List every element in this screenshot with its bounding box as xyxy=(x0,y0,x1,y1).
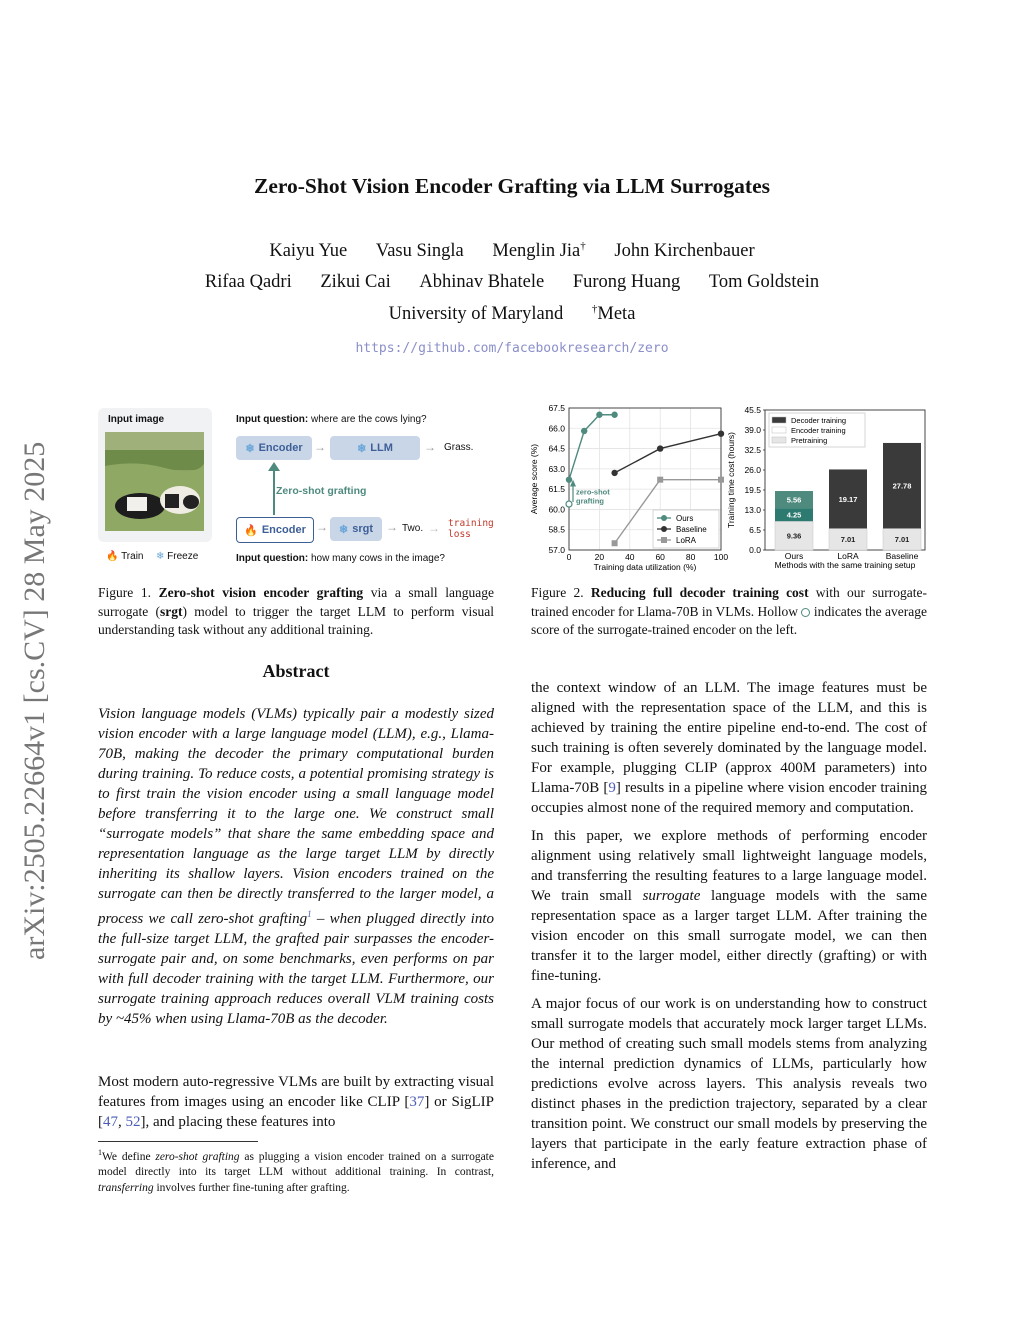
legend-label: Ours xyxy=(676,514,694,523)
fire-icon: 🔥 xyxy=(244,524,258,537)
input-image-label: Input image xyxy=(108,414,165,425)
author: Zikui Cai xyxy=(320,272,391,292)
y-tick-label: 66.0 xyxy=(548,423,565,434)
x-tick-label: 40 xyxy=(625,552,635,562)
legend-marker xyxy=(661,526,667,532)
data-point xyxy=(657,445,663,451)
y-tick-label: 6.5 xyxy=(749,525,761,535)
bar-chart xyxy=(726,405,925,570)
legend-marker xyxy=(661,537,667,543)
arrow-icon: → xyxy=(424,440,436,454)
x-tick-label: 20 xyxy=(594,552,605,562)
legend-label: LoRA xyxy=(676,536,697,545)
bar-data-label: 27.78 xyxy=(892,481,912,491)
figure-1 xyxy=(98,408,498,578)
encoder-frozen-box: ❄ Encoder xyxy=(236,436,312,460)
x-axis-label: Training data utilization (%) xyxy=(593,562,697,572)
citation-link[interactable]: 37 xyxy=(409,1094,425,1110)
legend-freeze: ❄ Freeze xyxy=(156,551,199,562)
affiliation: University of Maryland xyxy=(388,304,564,325)
authors-line-1 xyxy=(0,240,1024,262)
legend-label: Baseline xyxy=(676,525,707,534)
bar-data-label: 4.25 xyxy=(786,510,802,520)
paragraph: the context window of an LLM. The image features must be aligned with the representation space of the LLM, and this is achieved by training the entire pipeline end-to-end. The cost of such training is often severely dominated by the language model. For example, plugging CLIP (approx 400M parameters) into Llama-70B [9] results in a pipeline where vision encoder training occupies almost none of the required memory and computation. xyxy=(531,680,927,816)
author: Kaiyu Yue xyxy=(269,241,348,262)
intro-right xyxy=(531,678,927,1174)
abstract-text: Vision language models (VLMs) typically pair a modestly sized vision encoder with a large language model (LLM), e.g., Llama-70B, making the decoder the primary computational burden during training. To reduce costs, a potential promising strategy is to first train the vision encoder using a small language model before transferring it to the large one. We construct small “surrogate models” that share the same embedding space and representation language as the large target LLM by directly inheriting its shallow layers. Vision encoders trained on the surrogate can then be directly transferred to the larger model, a process we call zero-shot grafting$^1$ – when plugged directly into the full-size target LLM, the grafted pair surpasses the encoder-surrogate pair and, on some benchmarks, even performs on par with full decoder training with the target LLM. Furthermore, our surrogate training approach reduces overall VLM training costs by ~45% when using Llama-70B as the decoder. xyxy=(98,706,494,1027)
citation-link[interactable]: 47 xyxy=(103,1114,118,1130)
author: John Kirchenbauer xyxy=(614,241,755,262)
zero-shot-grafting-label: Zero-shot grafting xyxy=(276,485,367,497)
cows-photo xyxy=(105,432,204,531)
bar-data-label: 5.56 xyxy=(786,495,802,505)
affiliations xyxy=(0,303,1024,325)
arrow-icon: → xyxy=(316,520,328,534)
x-tick-label: LoRA xyxy=(837,551,859,561)
bar-data-label: 7.01 xyxy=(894,535,910,545)
snowflake-icon: ❄ xyxy=(357,442,367,455)
legend-label: Decoder training xyxy=(791,416,847,425)
paper-title: Zero-Shot Vision Encoder Grafting via LLM Surrogates xyxy=(253,174,771,198)
y-tick-label: 13.0 xyxy=(744,505,761,515)
x-tick-label: 80 xyxy=(685,552,696,562)
arrow-icon: → xyxy=(428,521,440,535)
data-point xyxy=(611,412,617,418)
x-tick-label: Ours xyxy=(784,551,804,561)
y-tick-label: 32.5 xyxy=(744,445,761,455)
annotation-label: zero-shot xyxy=(576,487,610,497)
author: Vasu Singla xyxy=(375,241,464,262)
github-link[interactable]: https://github.com/facebookresearch/zero xyxy=(355,341,669,356)
bar-data-label: 7.01 xyxy=(840,535,856,545)
y-tick-label: 60.0 xyxy=(548,504,565,515)
question-2: Input question: how many cows in the image? xyxy=(236,553,445,564)
citation-link[interactable]: 9 xyxy=(608,780,616,796)
author: Furong Huang xyxy=(572,272,681,292)
fire-icon: 🔥 xyxy=(106,551,119,562)
encoder-train-box: 🔥 Encoder xyxy=(236,517,314,543)
y-tick-label: 63.0 xyxy=(548,463,565,474)
bar-data-label: 9.36 xyxy=(786,531,802,541)
y-tick-label: 39.0 xyxy=(744,425,761,435)
arrow-icon: → xyxy=(386,520,398,534)
paragraph: A major focus of our work is on understanding how to construct small surrogate models that accurately mock larger target LLMs. Our method of creating such small models stems from analyzing the internal prediction dynamics of LLMs, particularly how predictions evolve across layers. This analysis reveals two distinct phases in the prediction trajectory, separated by a clear transition point. We construct our small models by preserving the layers that participate in the early feature extraction phase of inference, and xyxy=(531,996,927,1172)
llm-box: ❄ LLM xyxy=(330,436,420,460)
graft-arrow-head-icon xyxy=(268,462,280,471)
series-line-ours xyxy=(569,415,615,480)
x-tick-label: 0 xyxy=(566,552,572,562)
y-axis-label: Average score (%) xyxy=(529,443,539,515)
answer-2: Two. xyxy=(402,523,424,534)
annotation-label: grafting xyxy=(576,496,604,506)
graft-arrow-line xyxy=(273,465,275,515)
y-tick-label: 45.5 xyxy=(744,405,761,415)
series-line-baseline xyxy=(615,434,721,473)
author: Abhinav Bhatele xyxy=(419,272,545,292)
legend-marker xyxy=(661,515,667,521)
snowflake-icon: ❄ xyxy=(339,523,349,536)
author: Rifaa Qadri xyxy=(204,272,292,292)
x-tick-label: 60 xyxy=(655,552,665,562)
bar-data-label: 19.17 xyxy=(838,494,858,504)
data-point xyxy=(566,476,572,482)
snowflake-icon: ❄ xyxy=(245,442,255,455)
x-axis-label: Methods with the same training setup xyxy=(774,560,916,570)
legend-swatch xyxy=(772,427,786,433)
author: Tom Goldstein xyxy=(708,272,820,292)
footnote: $^1$We define zero-shot grafting as plugging a vision encoder trained on a surrogate model directly into its target LLM without additional training. In contrast, transferring involves further fine-tuning after grafting. xyxy=(98,1148,494,1194)
data-point xyxy=(581,428,587,434)
authors-line-2 xyxy=(0,272,1024,293)
abstract-heading: Abstract xyxy=(262,661,330,681)
x-tick-label: Baseline xyxy=(885,551,919,561)
data-point xyxy=(612,540,618,546)
paragraph: In this paper, we explore methods of performing encoder alignment using relatively small lightweight language models, and transferring the resulting features to a large language model. We train small surrogate language models with the same representation space as a larger target LLM. After training the vision encoder on this small surrogate model, we can then transfer it to the larger model, either directly (grafting) or with fine-tuning. xyxy=(531,828,927,984)
y-tick-label: 58.5 xyxy=(548,524,565,535)
y-tick-label: 64.5 xyxy=(548,443,565,454)
srgt-box: ❄ srgt xyxy=(330,517,382,541)
y-tick-label: 26.0 xyxy=(744,465,761,475)
answer-1: Grass. xyxy=(444,442,474,453)
y-tick-label: 67.5 xyxy=(548,403,565,413)
data-point xyxy=(718,430,724,436)
arxiv-stamp: arXiv:2505.22664v1 [cs.CV] 28 May 2025 xyxy=(18,441,51,960)
legend-swatch xyxy=(772,417,786,423)
y-tick-label: 0.0 xyxy=(749,545,761,555)
snowflake-icon: ❄ xyxy=(156,551,165,562)
footnote-ref[interactable]: 1 xyxy=(307,909,312,919)
footnote-rule xyxy=(98,1141,258,1142)
legend-train: 🔥 Train xyxy=(106,551,144,562)
training-loss-label: training loss xyxy=(448,518,494,540)
figure-2-caption: Figure 2. Reducing full decoder training cost with our surrogate-trained encoder for Llama-70B in VLMs. Hollow indicates the average score of the surrogate-trained encoder on the left. xyxy=(531,585,928,637)
y-tick-label: 19.5 xyxy=(744,485,761,495)
citation-link[interactable]: 52 xyxy=(125,1114,141,1130)
affiliation: †Meta xyxy=(591,303,636,325)
intro-left: Most modern auto-regressive VLMs are built by extracting visual features from images using an encoder like CLIP [37] or SigLIP [47, 52], and placing these features into xyxy=(98,1074,495,1130)
y-tick-label: 61.5 xyxy=(548,484,565,495)
line-chart xyxy=(529,403,728,572)
data-point xyxy=(596,412,602,418)
author: Menglin Jia† xyxy=(492,240,586,262)
hollow-point xyxy=(566,501,572,507)
question-1: Input question: where are the cows lying? xyxy=(236,414,427,425)
data-point xyxy=(718,477,724,483)
y-axis-label: Training time cost (hours) xyxy=(726,431,736,529)
y-tick-label: 57.0 xyxy=(548,545,565,555)
arrow-icon: → xyxy=(314,440,326,454)
legend-swatch xyxy=(772,437,786,443)
data-point xyxy=(657,477,663,483)
x-tick-label: 100 xyxy=(713,552,729,562)
data-point xyxy=(611,470,617,476)
legend-label: Pretraining xyxy=(791,436,828,445)
figure-1-caption: Figure 1. Zero-shot vision encoder grafting via a small language surrogate (srgt) model to trigger the target LLM to perform visual understanding task without any additional training. xyxy=(98,585,495,637)
figure-2 xyxy=(528,402,928,574)
legend-label: Encoder training xyxy=(791,426,846,435)
